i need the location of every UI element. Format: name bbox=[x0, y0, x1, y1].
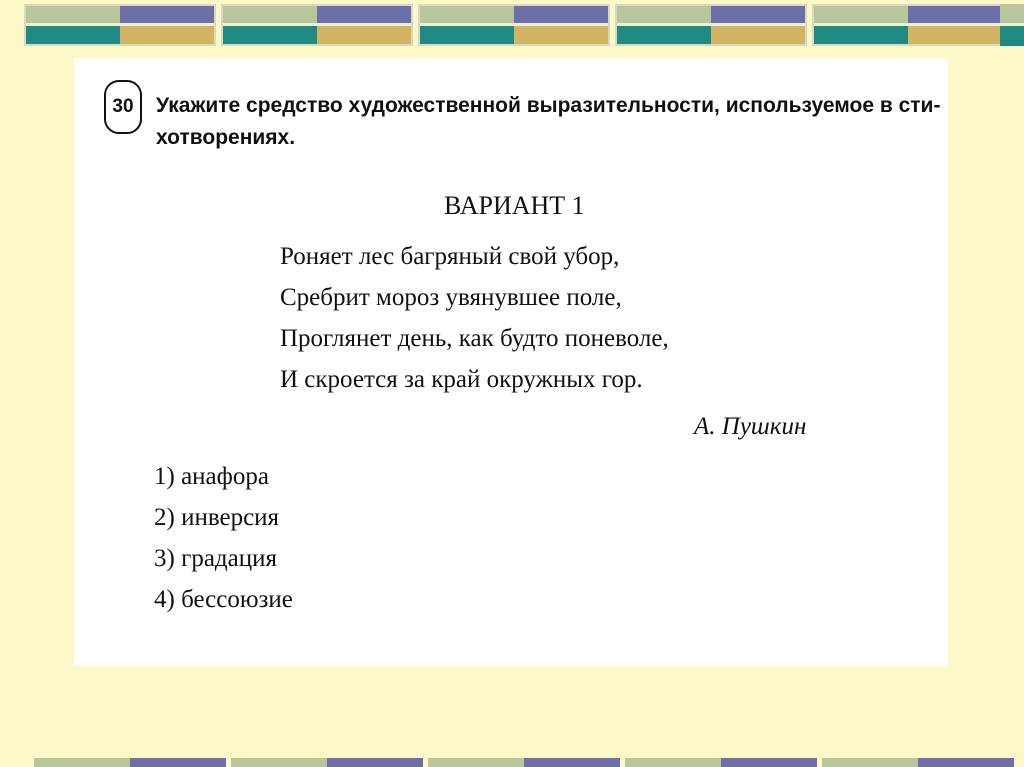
poem-line: Роняет лес багряный свой убор, bbox=[280, 243, 620, 270]
poem bbox=[280, 236, 669, 400]
decor-tile bbox=[34, 758, 226, 767]
decor-tile bbox=[615, 4, 807, 46]
question-text bbox=[156, 90, 946, 154]
decor-tile bbox=[1000, 4, 1024, 46]
decor-tile bbox=[625, 758, 817, 767]
answer-option: 4) бессоюзие bbox=[154, 586, 293, 613]
decor-tile bbox=[822, 758, 1024, 767]
question-line: хотворениях. bbox=[156, 126, 296, 149]
decor-tile bbox=[428, 758, 620, 767]
bottom-decorative-band bbox=[0, 758, 1024, 767]
decor-tile bbox=[221, 4, 413, 46]
answer-options bbox=[154, 456, 293, 620]
decor-tile bbox=[24, 4, 216, 46]
question-line: Укажите средство художественной выразительности, используемое в сти- bbox=[156, 94, 941, 117]
top-decorative-band bbox=[0, 4, 1024, 46]
decor-tile bbox=[418, 4, 610, 46]
poem-author: А. Пушкин bbox=[694, 413, 807, 440]
answer-option: 2) инверсия bbox=[154, 504, 280, 531]
poem-line: Сребрит мороз увянувшее поле, bbox=[280, 284, 622, 311]
poem-line: И скроется за край окружных гор. bbox=[280, 366, 643, 393]
decor-tile bbox=[231, 758, 423, 767]
poem-line: Проглянет день, как будто поневоле, bbox=[280, 325, 669, 352]
task-number-badge: 30 bbox=[104, 80, 142, 134]
decor-tile bbox=[812, 4, 1004, 46]
slide-content-card bbox=[74, 58, 948, 666]
variant-title: ВАРИАНТ 1 bbox=[444, 191, 585, 220]
answer-option: 3) градация bbox=[154, 545, 277, 572]
answer-option: 1) анафора bbox=[154, 463, 269, 490]
